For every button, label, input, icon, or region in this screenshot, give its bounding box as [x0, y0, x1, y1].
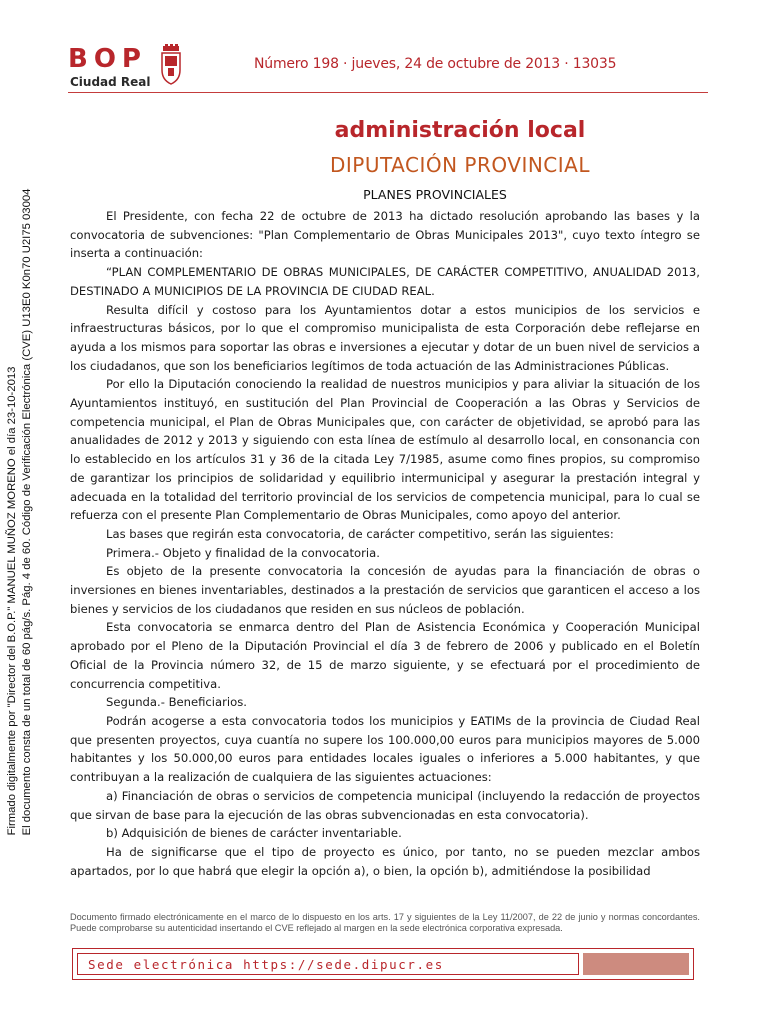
paragraph: Las bases que regirán esta convocatoria, de carácter competitivo, serán las siguientes: [106, 526, 614, 541]
issue-line: Número 198 · jueves, 24 de octubre de 2013 · 13035 [254, 56, 617, 72]
section-subtitle: DIPUTACIÓN PROVINCIAL [330, 153, 590, 177]
footer-label-box [77, 953, 579, 975]
signature-vertical-text [5, 189, 35, 836]
document-body [70, 207, 700, 880]
sede-electronica-link[interactable]: Sede electrónica https://sede.dipucr.es [88, 957, 444, 972]
footer-box [72, 948, 694, 980]
bop-logo: BOP [68, 44, 147, 74]
plan-heading: PLANES PROVINCIALES [363, 187, 507, 202]
signature-line-1: Firmado digitalmente por "Director del B.O.P." MANUEL MUÑOZ MORENO el día 23-10-2013 [6, 366, 18, 836]
paragraph: Esta convocatoria se enmarca dentro del Plan de Asistencia Económica y Cooperación Municipal aprobado por el Pleno de la Diputación Provincial el día 3 de febrero de 2006 y publicado en el Boletín Oficial de la Provincia número 32, de 15 de marzo siguiente, y se efectuará por el procedimiento de concurrencia competitiva. [70, 620, 700, 691]
bop-logo-subtitle: Ciudad Real [70, 75, 151, 89]
paragraph: Ha de significarse que el tipo de proyecto es único, por tanto, no se pueden mezclar ambos apartados, por lo que habrá que elegir la opción a), o bien, la opción b), admitiéndose la posibilidad [70, 844, 700, 878]
header-divider [68, 92, 708, 93]
paragraph: Segunda.- Beneficiarios. [106, 695, 247, 710]
paragraph: a) Financiación de obras o servicios de competencia municipal (incluyendo la redacción de proyectos que sirvan de base para la ejecución de las obras subvencionadas en esta convocatoria). [70, 788, 700, 822]
paragraph: Resulta difícil y costoso para los Ayuntamientos dotar a estos municipios de los servicios e infraestructuras básicos, por lo que el compromiso municipalista de esta Corporación debe reflejarse en ayuda a los mismos para soportar las obras e inversiones a ejecutar y dotar de un buen nivel de servicios a los ciudadanos, que son los beneficiarios legítimos de toda actuación de las Administraciones Públicas. [70, 302, 700, 373]
coat-of-arms-icon [160, 44, 182, 86]
paragraph: El Presidente, con fecha 22 de octubre de 2013 ha dictado resolución aprobando las bases y la convocatoria de subvenciones: "Plan Complementario de Obras Municipales 2013", cuyo texto íntegro se inserta a continuación: [70, 209, 700, 261]
paragraph: Podrán acogerse a esta convocatoria todos los municipios y EATIMs de la provincia de Ciudad Real que presenten proyectos, cuya cuantía no supere los 100.000,00 euros para municipios mayores de 5.000 habitantes y los 50.000,00 euros para entidades locales iguales o inferiores a 5.000 habitantes, y que contribuyan a la realización de cualquiera de las siguientes actuaciones: [70, 713, 700, 785]
section-title: administración local [334, 118, 586, 143]
paragraph: Por ello la Diputación conociendo la realidad de nuestros municipios y para aliviar la situación de los Ayuntamientos instituyó, en sustitución del Plan Provincial de Cooperación a las Obras y Servicios de competencia municipal, el Plan de Obras Municipales que, con carácter de objetividad, se aprobó para las anualidades de 2012 y 2013 y siguiendo con esta línea de estímulo al desarrollo local, en consonancia con lo establecido en los artículos 31 y 36 de la citada Ley 7/1985, asume como fines propios, su compromiso de garantizar los principios de solidaridad y equilibrio intermunicipal y asegurar la prestación integral y adecuada en la totalidad del territorio provincial de los servicios de competencia municipal, para lo cual se refuerza con el presente Plan Complementario de Obras Municipales, como apoyo del anterior. [70, 377, 700, 523]
footer-accent-block [583, 953, 689, 975]
signature-line-2: El documento consta de un total de 60 pág/s. Pág. 4 de 60. Código de Verificación Electrónica (CVE) U13E0 K0n70 U2I75 03004 [21, 188, 33, 836]
paragraph: Es objeto de la presente convocatoria la concesión de ayudas para la financiación de obras o inversiones en bienes inventariables, destinados a la prestación de servicios que garanticen el acceso a los bienes y servicios de los ciudadanos que residen en sus núcleos de población. [70, 564, 700, 616]
paragraph: b) Adquisición de bienes de carácter inventariable. [106, 826, 402, 841]
paragraph: “PLAN COMPLEMENTARIO DE OBRAS MUNICIPALES, DE CARÁCTER COMPETITIVO, ANUALIDAD 2013, DESTINADO A MUNICIPIOS DE LA PROVINCIA DE CIUDAD REAL. [70, 265, 700, 298]
paragraph: Primera.- Objeto y finalidad de la convocatoria. [106, 545, 380, 560]
signature-footnote: Documento firmado electrónicamente en el marco de lo dispuesto en los arts. 17 y siguientes de la Ley 11/2007, de 22 de junio y normas concordantes. Puede comprobarse su autenticidad insertando el CVE reflejado al margen en la sede electrónica corporativa expresada. [70, 912, 700, 933]
page-header [68, 44, 708, 104]
